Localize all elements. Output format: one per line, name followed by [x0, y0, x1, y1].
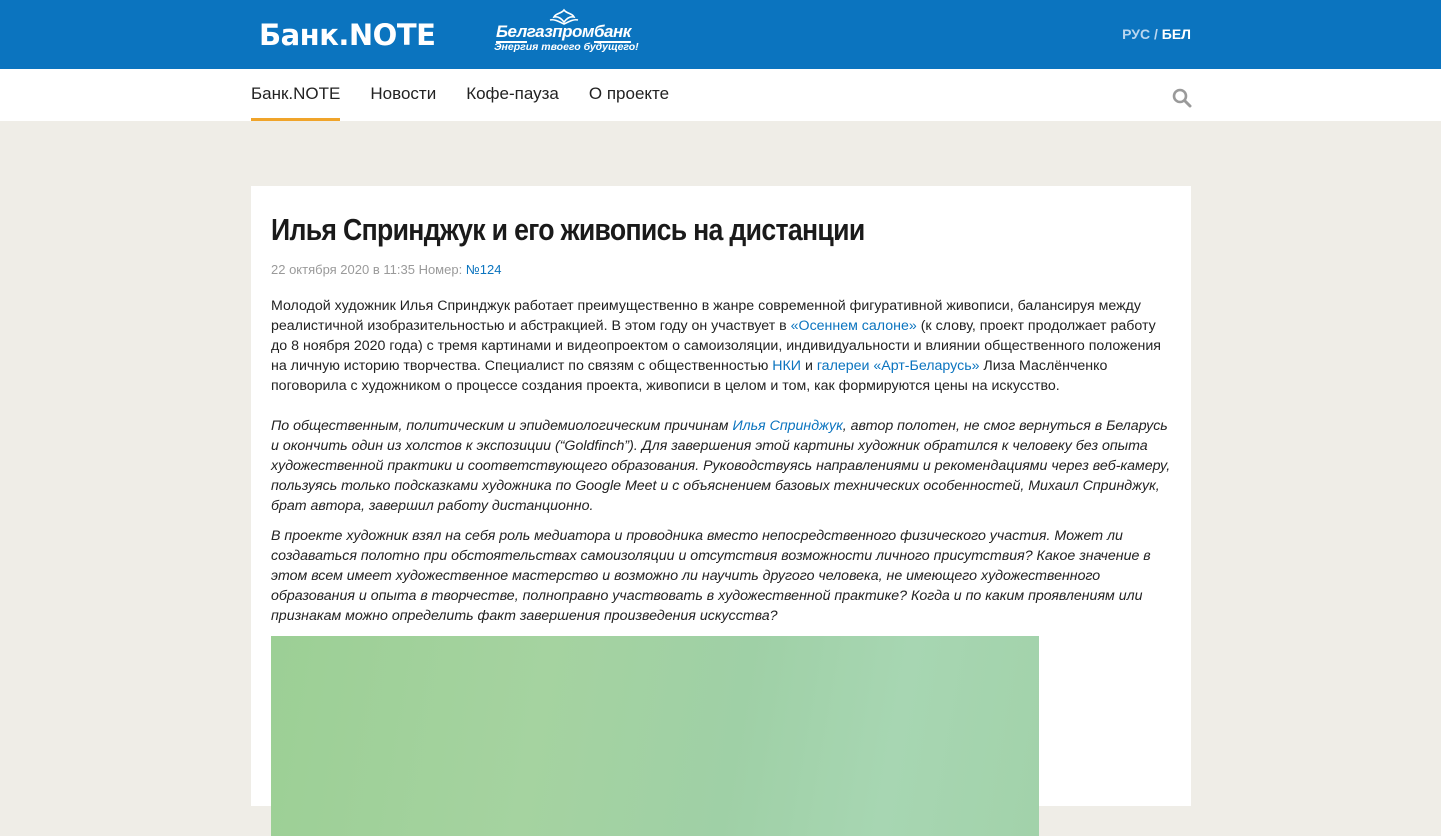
lang-bel[interactable]: БЕЛ — [1161, 26, 1191, 42]
article-title: Илья Спринджук и его живопись на дистанции — [271, 212, 865, 247]
partner-slogan: Энергия твоего будущего! — [494, 41, 639, 53]
partner-name: Белгазпромбанк — [496, 22, 631, 41]
nav-item-about[interactable]: О проекте — [588, 84, 670, 103]
partner-logo[interactable] — [494, 8, 646, 56]
article-meta — [271, 262, 501, 277]
article-lead: Молодой художник Илья Спринджук работает преимущественно в жанре современной фигуративной живописи, балансируя между реалистичной изобразительностью и абстракцией. В этом году он участвует в «Осеннем салоне» (к слову, проект продолжает работу до 8 ноября 2020 года) с тремя картинами и видеопроектом о самоизоляции, индивидуальности и влиянии общественного положения на личную историю творчества. Специалист по связям с общественностью НКИ и галереи «Арт-Беларусь» Лиза Маслёнченко поговорила с художником о процессе создания проекта, живописи в целом и том, как формируются цены на искусство. — [271, 298, 1161, 394]
issue-label: Номер: — [418, 262, 463, 277]
main-navigation — [0, 69, 1441, 121]
lang-rus[interactable]: РУС — [1122, 26, 1151, 42]
search-icon[interactable] — [1172, 88, 1192, 108]
nki-link[interactable]: НКИ — [772, 358, 801, 374]
art-belarus-link[interactable]: галереи «Арт-Беларусь» — [816, 358, 980, 374]
nav-item-banknote[interactable]: Банк.NOTE — [251, 69, 340, 121]
artist-link[interactable]: Илья Спринджук — [732, 418, 843, 434]
nav-item-news[interactable]: Новости — [370, 84, 437, 103]
article-date: 22 октября 2020 в 11:35 — [271, 262, 415, 277]
site-logo[interactable]: Банк.NOTE — [259, 18, 436, 52]
lang-separator: / — [1153, 26, 1158, 42]
article-paragraph: По общественным, политическим и эпидемиологическим причинам Илья Спринджук, автор полотен, не смог вернуться в Беларусь и окончить один из холстов к экспозиции (“Goldfinch”). Для завершения этой картины художник обратился к человеку без опыта художественной практики и соответствующего образования. Руководствуясь направлениями и рекомендациями через веб-камеру, пользуясь только подсказками художника по Google Meet и с объяснением базовых технических особенностей, Михаил Спринджук, брат автора, завершил работу дистанционно. — [271, 418, 1171, 514]
article-card — [251, 186, 1191, 806]
issue-link[interactable]: №124 — [465, 262, 502, 277]
article-body — [271, 296, 1171, 636]
nav-item-coffee-break[interactable]: Кофе-пауза — [466, 84, 559, 103]
top-header — [0, 0, 1441, 69]
osenniy-salon-link[interactable]: «Осеннем салоне» — [790, 318, 917, 334]
article-paragraph: В проекте художник взял на себя роль медиатора и проводника вместо непосредственного физического участия. Может ли создаваться полотно при обстоятельствах самоизоляции и отсутствия возможности личного присутствия? Какое значение в этом всем имеет художественное мастерство и возможно ли научить другого человека, не имеющего художественного образования и опыта в творчестве, полноправно участвовать в художественной практике? Когда и по каким проявлениям или признакам можно определить факт завершения произведения искусства? — [271, 528, 1151, 624]
language-switcher — [1122, 26, 1191, 42]
article-image — [271, 636, 1039, 836]
